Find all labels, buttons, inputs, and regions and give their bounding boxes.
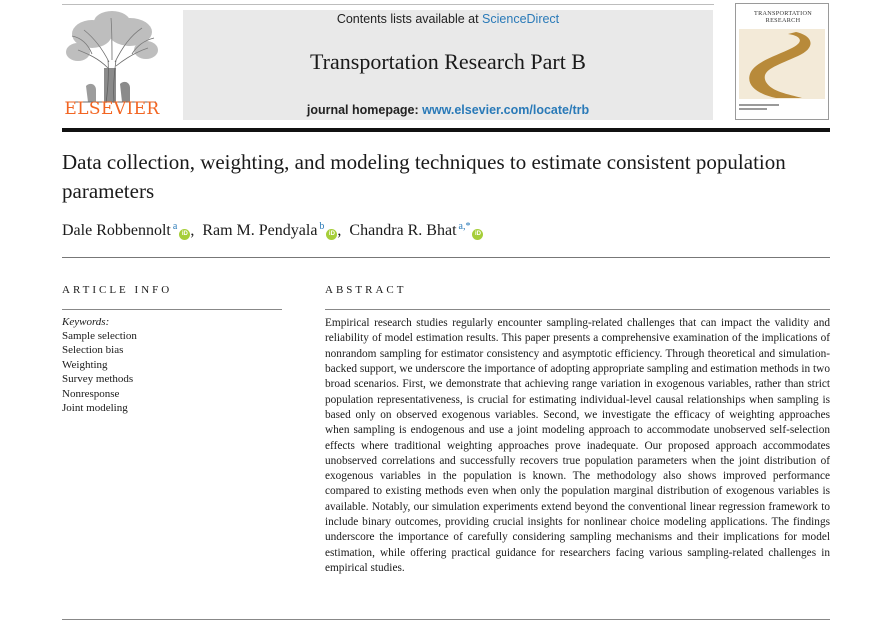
article-info-heading: ARTICLE INFO: [62, 284, 173, 296]
publisher-wordmark[interactable]: ELSEVIER: [64, 99, 160, 119]
author-separator: ,: [337, 222, 342, 239]
author-item: [349, 222, 483, 239]
header-top-rule: [62, 4, 714, 5]
cover-road-image: [736, 4, 828, 119]
keyword-item: Sample selection: [62, 330, 137, 342]
keyword-item: Joint modeling: [62, 402, 128, 415]
contents-line: [183, 12, 713, 26]
homepage-line: [183, 103, 713, 117]
author-separator: ,: [190, 222, 195, 239]
homepage-prefix: journal homepage:: [306, 103, 423, 117]
keyword-item: Weighting: [62, 358, 108, 371]
keyword-item: Nonresponse: [62, 387, 120, 400]
author-list: [62, 221, 822, 240]
keywords-list: [62, 329, 137, 415]
orcid-icon[interactable]: iD: [326, 229, 337, 240]
sciencedirect-link[interactable]: ScienceDirect: [482, 12, 560, 26]
keyword-item: Selection bias: [62, 344, 124, 357]
homepage-link[interactable]: www.elsevier.com/locate/trb: [422, 103, 590, 117]
affiliation-marker[interactable]: a: [172, 221, 178, 232]
affiliation-marker[interactable]: b: [319, 221, 325, 232]
header-thick-rule: [62, 128, 830, 132]
abstract-rule: [325, 309, 830, 310]
article-info-rule: [62, 309, 282, 310]
abstract-heading: ABSTRACT: [325, 284, 407, 296]
cover-title-line1: TRANSPORTATION: [754, 10, 812, 17]
abstract-text: Empirical research studies regularly encounter sampling-related challenges that can impact the validity and reliability of model estimation results. This paper presents a comprehensive examination of the implications of nonrandom sampling for estimator consistency and asymptotic efficiency. Through theoretical and simulation-backed support, we underscore the importance of adopting appropriate sampling and estimation methods in two broad scenarios. First, we demonstrate that achieving range variation in exogenous variables, rather than strict population representativeness, is crucial for estimating individual-level causal relationships when sampling is based only on observed exogenous variables. Second, we investigate the efficacy of weighting approaches when sampling is endogenous and use a joint modeling approach to accommodate unobserved self-selection effects where traditional weighting approaches prove inadequate. Our proposed approach accommodates unobserved correlations and successfully recovers true population parameters when the joint distribution of exogenous variables in the population is known. The methodology also shows improved performance compared to existing methods even when only the population marginal distribution of exogenous variables is available. Notably, our simulation experiments extend beyond the conventional linear regression framework to include binary outcomes, providing crucial insights for nonlinear choice modeling applications. The findings underscore the importance of carefully considering sampling mechanisms and their implications for model estimation, while offering practical guidance for researchers facing various sampling-related challenges in empirical studies.: [325, 317, 830, 574]
bottom-rule: [62, 619, 830, 620]
keywords-label: Keywords:: [62, 316, 110, 328]
author-item: [202, 222, 349, 239]
orcid-icon[interactable]: iD: [179, 229, 190, 240]
cover-title-line2: RESEARCH: [765, 17, 801, 24]
author-name[interactable]: Chandra R. Bhat: [349, 222, 457, 239]
affiliation-marker[interactable]: a,*: [458, 221, 471, 232]
section-divider: [62, 257, 830, 258]
contents-prefix: Contents lists available at: [336, 12, 483, 26]
keyword-item: Survey methods: [62, 373, 134, 386]
article-title: Data collection, weighting, and modeling techniques to estimate consistent population parameters: [62, 150, 786, 203]
orcid-icon[interactable]: iD: [472, 229, 483, 240]
journal-cover-thumbnail[interactable]: [735, 3, 829, 120]
author-item: [62, 222, 202, 239]
author-name[interactable]: Dale Robbennolt: [62, 222, 171, 239]
journal-title: Transportation Research Part B: [310, 49, 586, 74]
author-name[interactable]: Ram M. Pendyala: [202, 222, 318, 239]
